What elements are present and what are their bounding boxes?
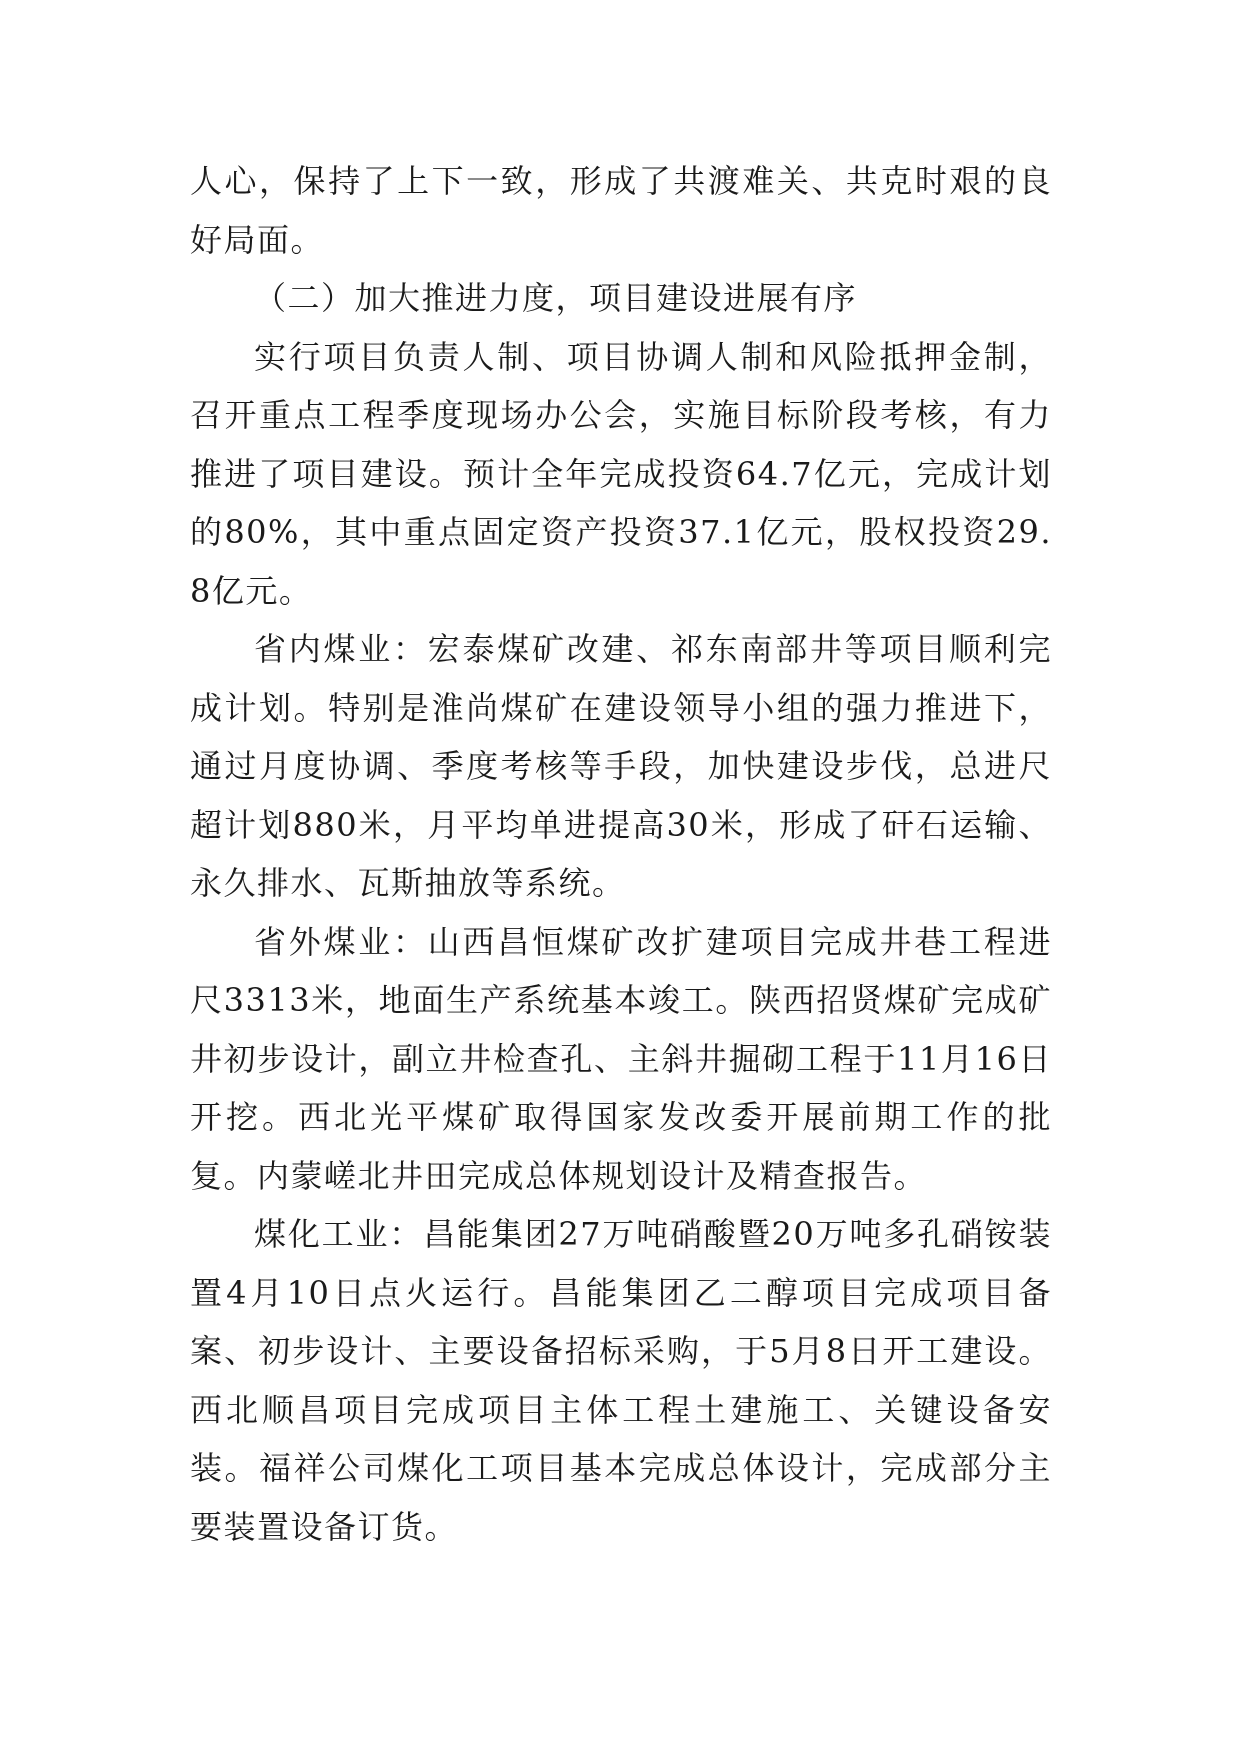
section-heading: （二）加大推进力度，项目建设进展有序	[254, 279, 858, 317]
paragraph-external-coal: 省外煤业：山西昌恒煤矿改扩建项目完成井巷工程进尺3313米，地面生产系统基本竣工。陕西招贤煤矿完成矿井初步设计，副立井检查孔、主斜井掘砌工程于11月16日开挖。西北光平煤矿取得国家发改委开展前期工作的批复。内蒙嵯北井田完成总体规划设计及精查报告。	[190, 922, 1052, 1195]
paragraph-project-overview: 实行项目负责人制、项目协调人制和风险抵押金制，召开重点工程季度现场办公会，实施目标阶段考核，有力推进了项目建设。预计全年完成投资64.7亿元，完成计划的80%，其中重点固定资产投资37.1亿元，股权投资29.8亿元。	[190, 337, 1052, 610]
paragraph-coal-chemical: 煤化工业：昌能集团27万吨硝酸暨20万吨多孔硝铵装置4月10日点火运行。昌能集团乙二醇项目完成项目备案、初步设计、主要设备招标采购，于5月8日开工建设。西北顺昌项目完成项目主体工程土建施工、关键设备安装。福祥公司煤化工项目基本完成总体设计，完成部分主要装置设备订货。	[190, 1215, 1052, 1546]
document-body	[190, 152, 1052, 1556]
paragraph-continuation: 人心，保持了上下一致，形成了共渡难关、共克时艰的良好局面。	[190, 162, 1052, 259]
paragraph-domestic-coal: 省内煤业：宏泰煤矿改建、祁东南部井等项目顺利完成计划。特别是淮尚煤矿在建设领导小组的强力推进下，通过月度协调、季度考核等手段，加快建设步伐，总进尺超计划880米，月平均单进提高30米，形成了矸石运输、永久排水、瓦斯抽放等系统。	[190, 630, 1052, 902]
